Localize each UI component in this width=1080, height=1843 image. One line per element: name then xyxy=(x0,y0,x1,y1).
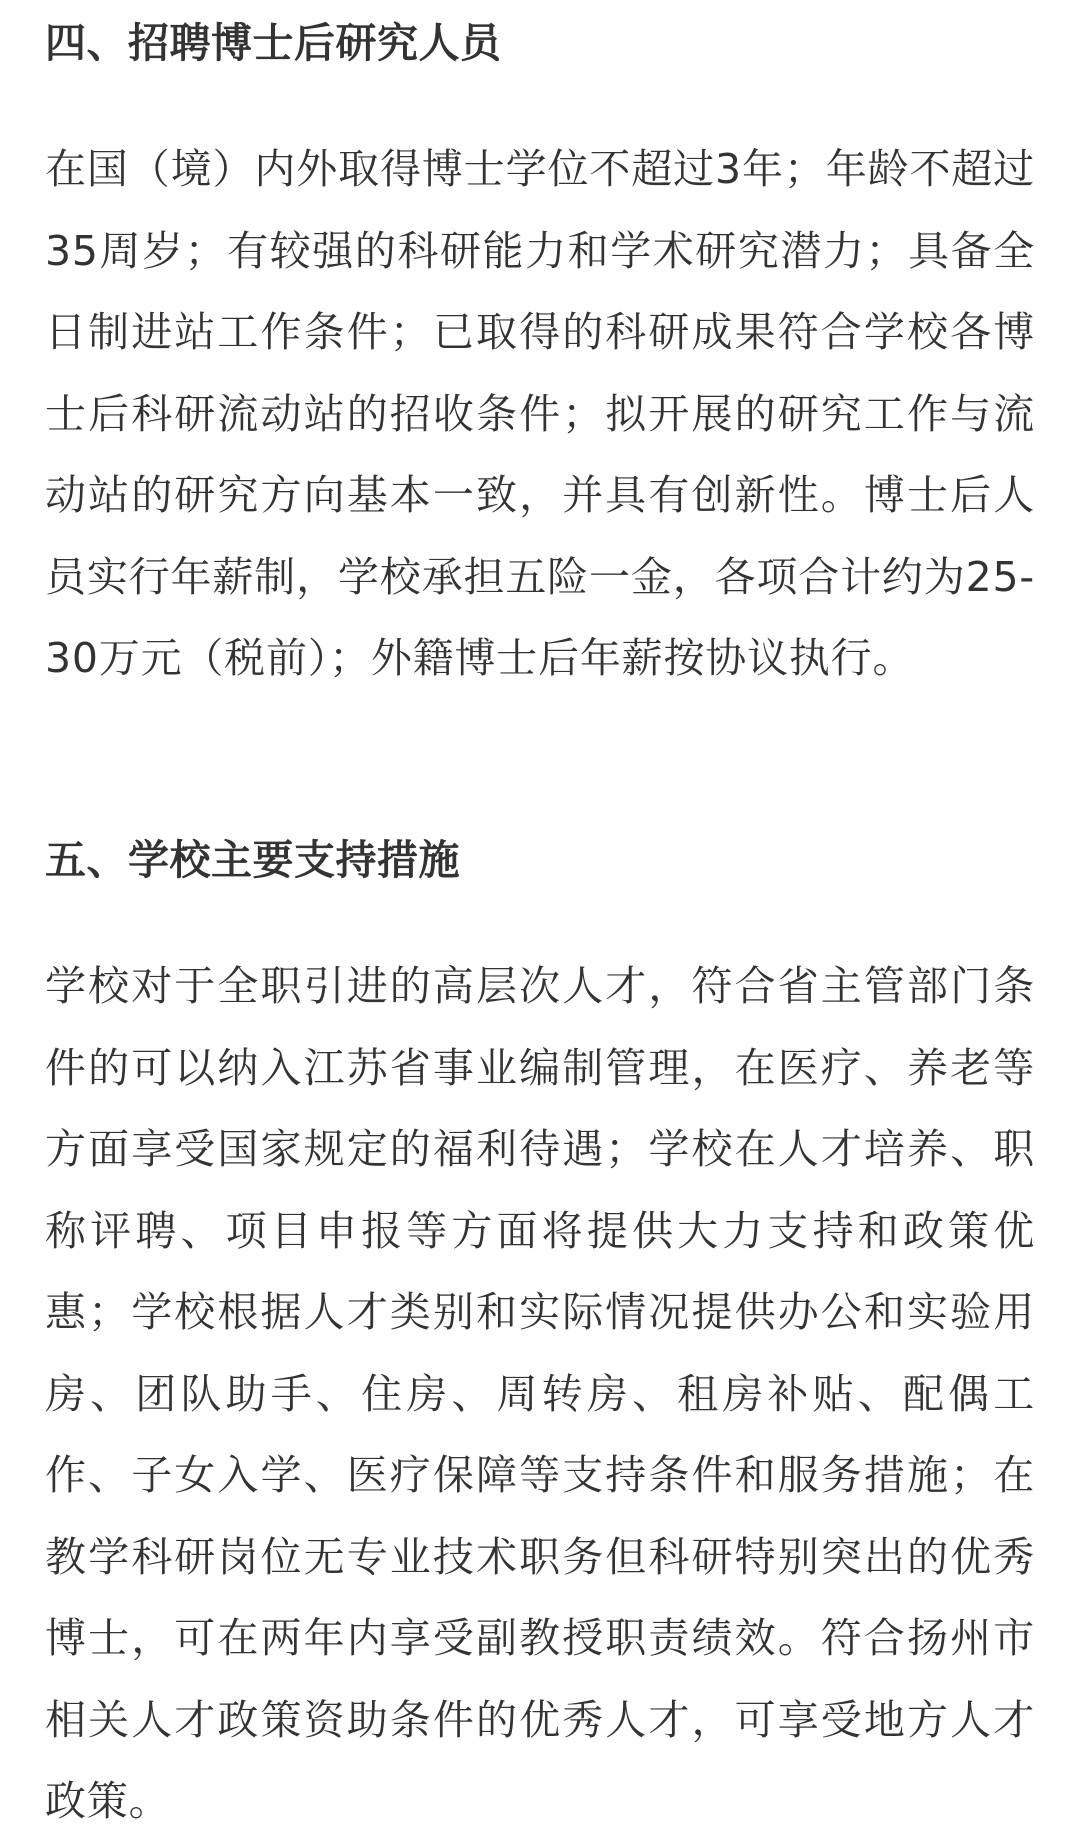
section-heading-support-measures: 五、学校主要支持措施 xyxy=(45,836,460,884)
section-body-postdoc-recruitment: 在国（境）内外取得博士学位不超过3年；年龄不超过35周岁；有较强的科研能力和学术研究潜力；具备全日制进站工作条件；已取得的科研成果符合学校各博士后科研流动站的招收条件；拟开展的研究工作与流动站的研究方向基本一致，并具有创新性。博士后人员实行年薪制，学校承担五险一金，各项合计约为25-30万元（税前）；外籍博士后年薪按协议执行。 xyxy=(45,145,1035,682)
section-body-support-measures: 学校对于全职引进的高层次人才，符合省主管部门条件的可以纳入江苏省事业编制管理，在医疗、养老等方面享受国家规定的福利待遇；学校在人才培养、职称评聘、项目申报等方面将提供大力支持和政策优惠；学校根据人才类别和实际情况提供办公和实验用房、团队助手、住房、周转房、租房补贴、配偶工作、子女入学、医疗保障等支持条件和服务措施；在教学科研岗位无专业技术职务但科研特别突出的优秀博士，可在两年内享受副教授职责绩效。符合扬州市相关人才政策资助条件的优秀人才，可享受地方人才政策。 xyxy=(45,962,1035,1825)
section-heading-postdoc-recruitment: 四、招聘博士后研究人员 xyxy=(45,19,502,67)
